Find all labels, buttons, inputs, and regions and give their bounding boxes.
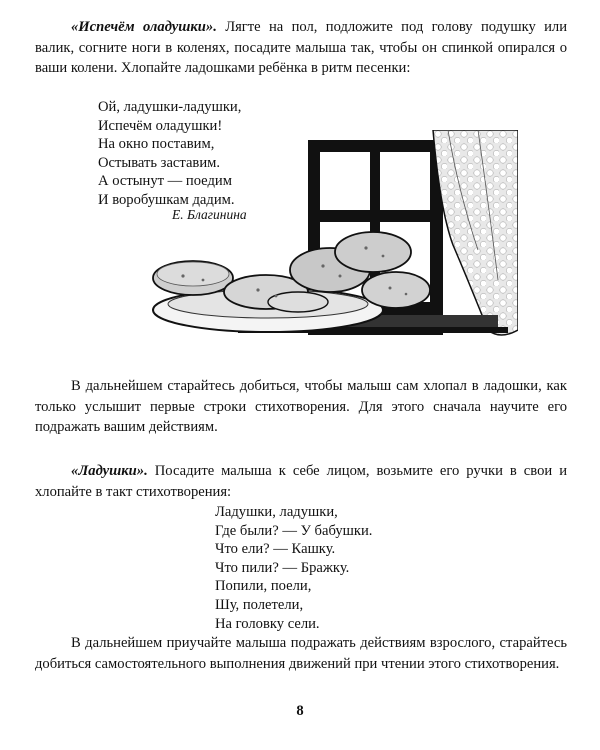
pancakes-window-illustration (148, 130, 518, 345)
poem-line: На окно поставим, (98, 136, 215, 153)
paragraph-clapping (35, 376, 567, 438)
poem-line: Испечём оладушки! (98, 117, 223, 134)
poem-line: Что пили? — Бражку. (215, 559, 350, 576)
poem-line: Ладушки, ладушки, (215, 504, 338, 520)
page-number: 8 (296, 703, 304, 719)
paragraph-text: Посадите малыша к себе лицом, возьмите его ручки в свои и хлопайте в такт стихотворения: (35, 463, 567, 500)
paragraph-text: В дальнейшем приучайте малыша подражать действиям взрослого, старайтесь добиться самостоятельного выполнения движений при чтении этого стихотворения. (35, 635, 567, 672)
paragraph-text: Лягте на пол, подложите под голову подушку или валик, согните ноги в коленях, посадите малыша так, чтобы он спинкой опирался о ваши колени. Хлопайте ладошками ребёнка в ритм песенки: (35, 19, 567, 76)
poem-author: Е. Благинина (172, 207, 247, 222)
poem-line: На головку сели. (215, 615, 320, 632)
poem-line: И воробушкам дадим. (98, 191, 235, 208)
poem-line: Что ели? — Кашку. (215, 541, 336, 558)
poem-line: Остывать заставим. (98, 154, 221, 171)
paragraph-lead: «Ладушки». (71, 463, 148, 479)
poem-line: Ой, ладушки-ладушки, (98, 99, 242, 115)
poem-line: Где были? — У бабушки. (215, 522, 373, 539)
poem-line: А остынут — поедим (98, 173, 232, 190)
poem-line: Попили, поели, (215, 578, 312, 595)
paragraph-imitation (35, 633, 567, 674)
paragraph-ladushki (35, 461, 567, 502)
paragraph-text: В дальнейшем старайтесь добиться, чтобы малыш сам хлопал в ладошки, как только услышит первые строки стихотворения. Для этого сначала научите его подражать вашим действиям. (35, 378, 567, 435)
poem-ladushki (215, 503, 372, 633)
paragraph-ispechem (35, 17, 567, 79)
paragraph-lead: «Испечём оладушки». (71, 19, 217, 35)
poem-line: Шу, полетели, (215, 596, 304, 613)
